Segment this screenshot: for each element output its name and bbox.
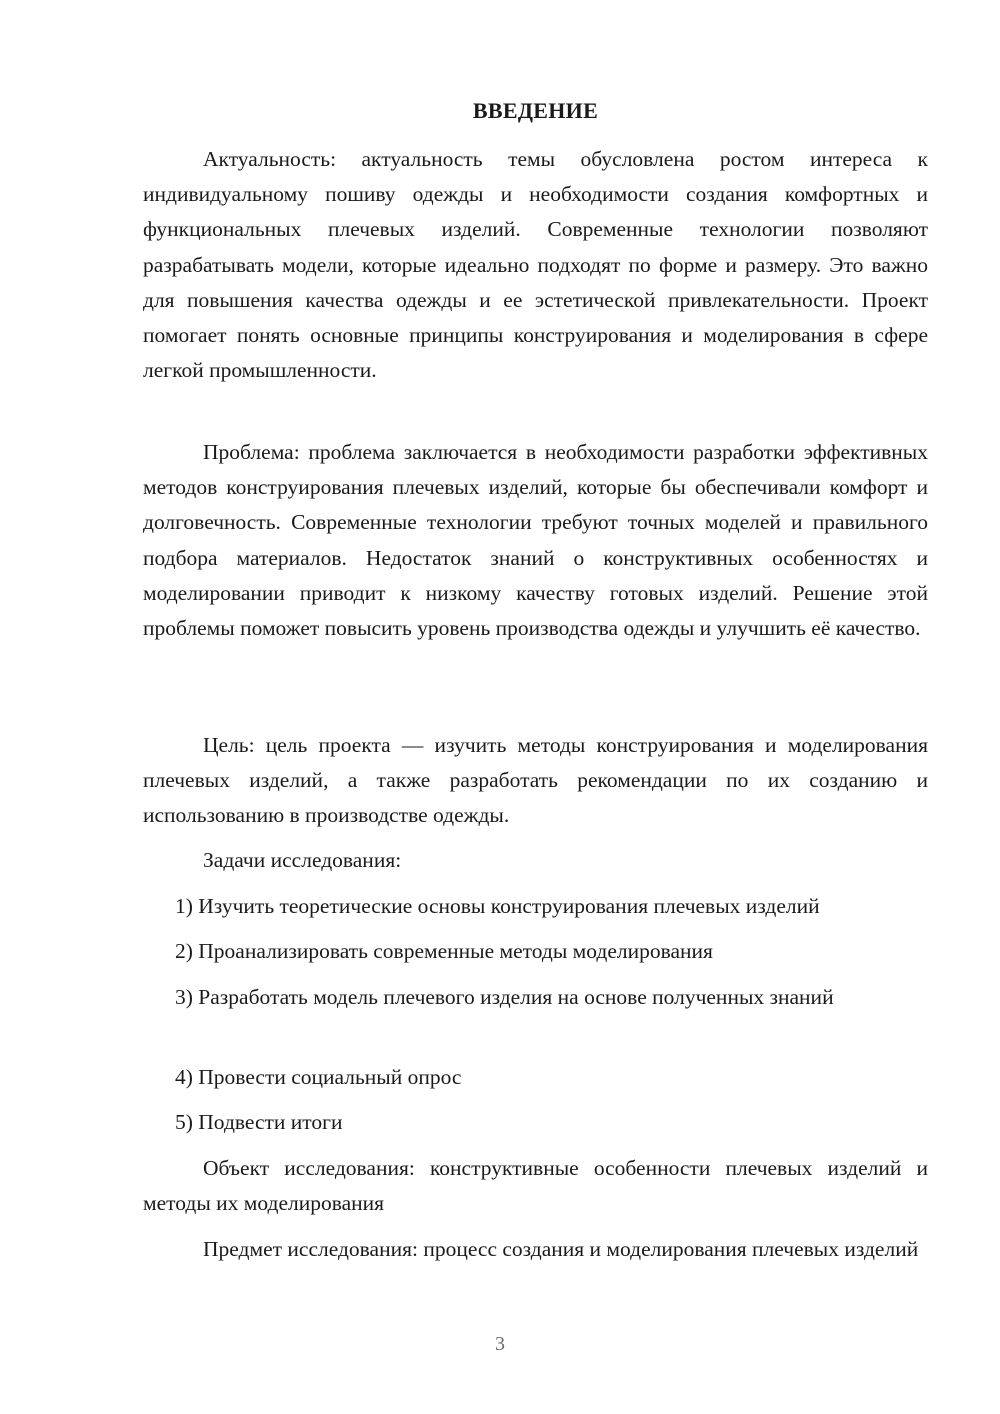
problem-paragraph: Проблема: проблема заключается в необходимости разработки эффективных методов конструирования плечевых изделий, которые бы обеспечивали комфорт и долговечность. Современные технологии требуют точных моделей и правильного подбора материалов. Недостаток знаний о конструктивных особенностях и моделировании приводит к низкому качеству готовых изделий. Решение этой проблемы поможет повысить уровень производства одежды и улучшить её качество.	[143, 440, 928, 641]
task-item-1: 1) Изучить теоретические основы конструирования плечевых изделий	[175, 894, 820, 918]
task-item-4: 4) Провести социальный опрос	[175, 1065, 462, 1089]
task-item-2: 2) Проанализировать современные методы моделирования	[175, 939, 713, 963]
task-item-5: 5) Подвести итоги	[175, 1110, 343, 1134]
subject-paragraph: Предмет исследования: процесс создания и моделирования плечевых изделий	[203, 1237, 919, 1261]
task-item-3: 3) Разработать модель плечевого изделия на основе полученных знаний	[175, 985, 834, 1009]
page-number: 3	[495, 1333, 505, 1355]
relevance-paragraph: Актуальность: актуальность темы обусловлена ростом интереса к индивидуальному пошиву одежды и необходимости создания комфортных и функциональных плечевых изделий. Современные технологии позволяют разрабатывать модели, которые идеально подходят по форме и размеру. Это важно для повышения качества одежды и ее эстетической привлекательности. Проект помогает понять основные принципы конструирования и моделирования в сфере легкой промышленности.	[143, 147, 928, 383]
goal-paragraph: Цель: цель проекта — изучить методы конструирования и моделирования плечевых изделий, а также разработать рекомендации по их созданию и использованию в производстве одежды.	[143, 733, 928, 828]
tasks-heading: Задачи исследования:	[203, 848, 402, 872]
page-title: ВВЕДЕНИЕ	[472, 98, 599, 123]
object-paragraph: Объект исследования: конструктивные особенности плечевых изделий и методы их моделирования	[143, 1156, 928, 1216]
